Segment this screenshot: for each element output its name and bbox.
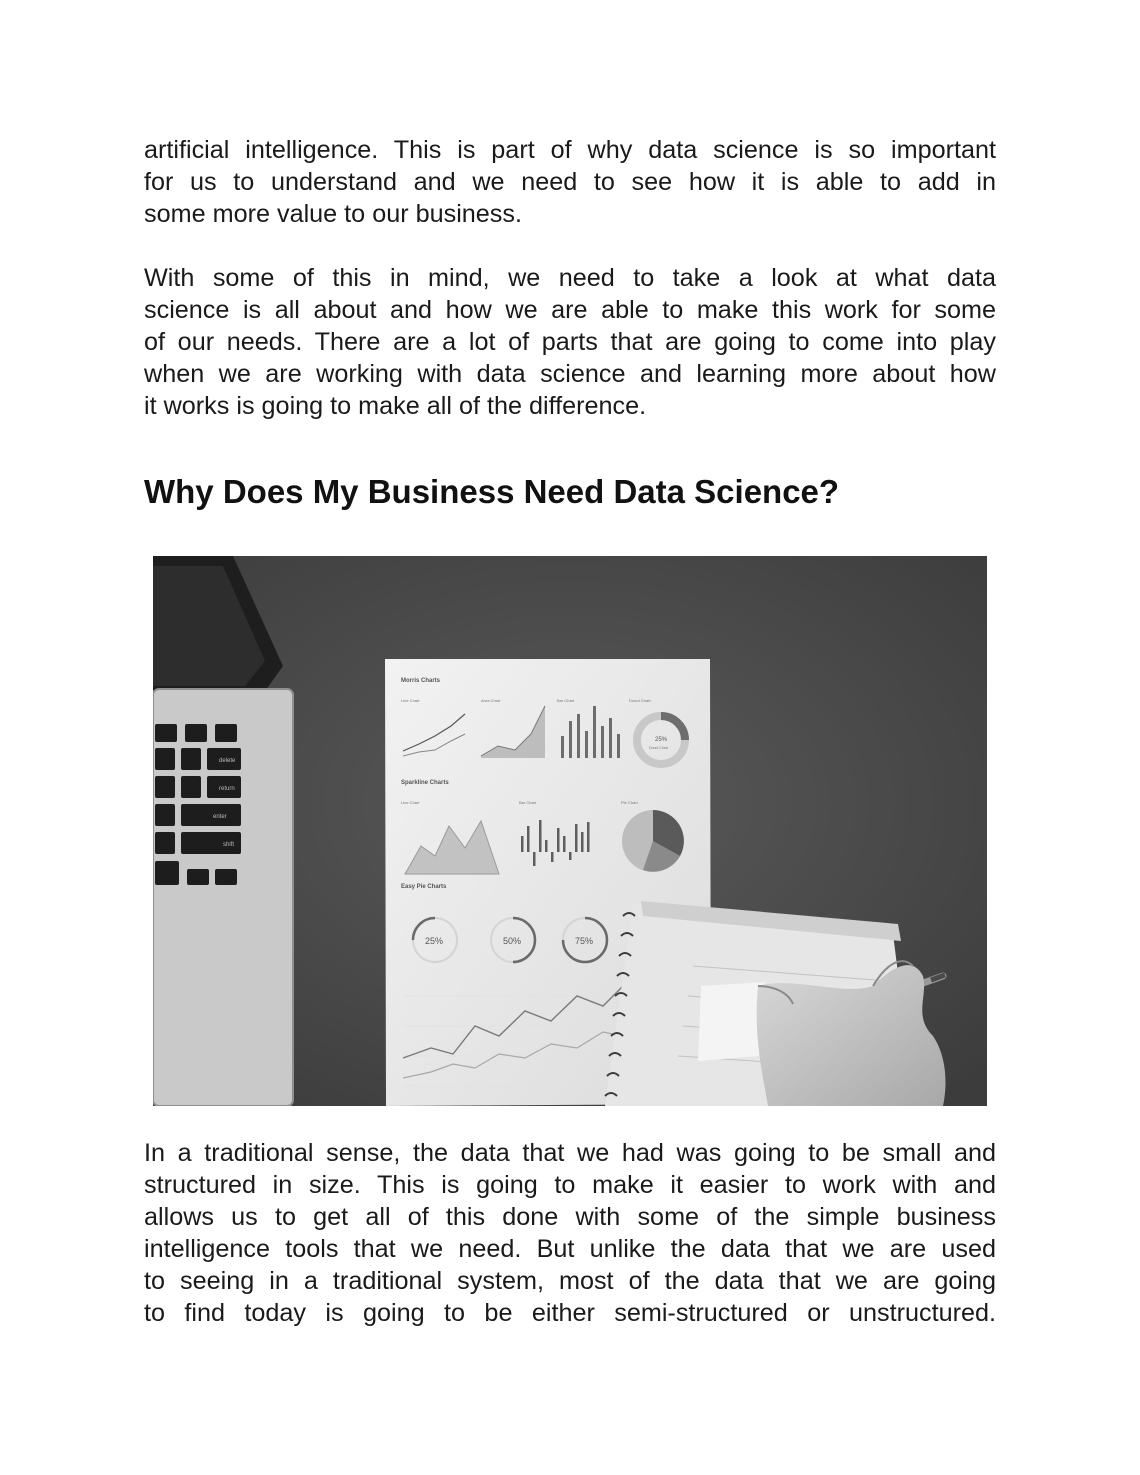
section-label-pie: Easy Pie Charts (401, 884, 447, 890)
pie-ring-value: 50% (503, 936, 522, 946)
text-line: when we are working with data science and learning more about how (144, 360, 996, 388)
text-line: science is all about and how we are able to make this work for some (144, 296, 996, 324)
mini-label: Line Chart (401, 698, 420, 703)
text-line: intelligence tools that we need. But unlike the data that we are used (144, 1235, 996, 1263)
text-line: some more value to our business. (144, 200, 522, 228)
spark-label: Line Chart (401, 800, 420, 805)
text-line: structured in size. This is going to make it easier to work with and (144, 1171, 996, 1199)
donut-caption: Donut Chart (649, 746, 668, 750)
paragraph-overview (144, 262, 996, 422)
text-line: to find today is going to be either semi-structured or unstructured. (144, 1299, 996, 1327)
pie-ring-value: 25% (425, 936, 444, 946)
mini-label: Bar Chart (557, 698, 575, 703)
text-line: of our needs. There are a lot of parts that are going to come into play (144, 328, 996, 356)
key-label-enter: enter (213, 814, 227, 820)
text-line: for us to understand and we need to see how it is able to add in (144, 168, 996, 196)
photo-illustration (153, 556, 987, 1106)
text-line: to seeing in a traditional system, most of the data that we are going (144, 1267, 996, 1295)
key-label-delete: delete (219, 758, 236, 764)
sheet-title: Morris Charts (401, 678, 441, 684)
spark-label: Pie Chart (621, 800, 638, 805)
spark-label: Bar Chart (519, 800, 537, 805)
paragraph-traditional (144, 1137, 996, 1329)
desk-photo (153, 556, 987, 1106)
pie-chart (622, 810, 684, 872)
text-line: it works is going to make all of the difference. (144, 392, 647, 420)
section-label-sparkline: Sparkline Charts (401, 780, 449, 786)
key-label-shift: shift (223, 842, 235, 848)
paragraph-intro (144, 134, 996, 230)
mini-label: Donut Chart (629, 698, 651, 703)
text-line: artificial intelligence. This is part of why data science is so important (144, 136, 996, 164)
mini-label: Area Chart (481, 698, 501, 703)
text-line: With some of this in mind, we need to take a look at what data (144, 264, 996, 292)
text-line: In a traditional sense, the data that we had was going to be small and (144, 1139, 996, 1167)
donut-value: 25% (655, 737, 668, 743)
text-line: allows us to get all of this done with some of the simple business (144, 1203, 996, 1231)
pie-ring-value: 75% (575, 936, 594, 946)
section-heading: Why Does My Business Need Data Science? (144, 473, 840, 510)
key-label-return: return (219, 786, 235, 792)
